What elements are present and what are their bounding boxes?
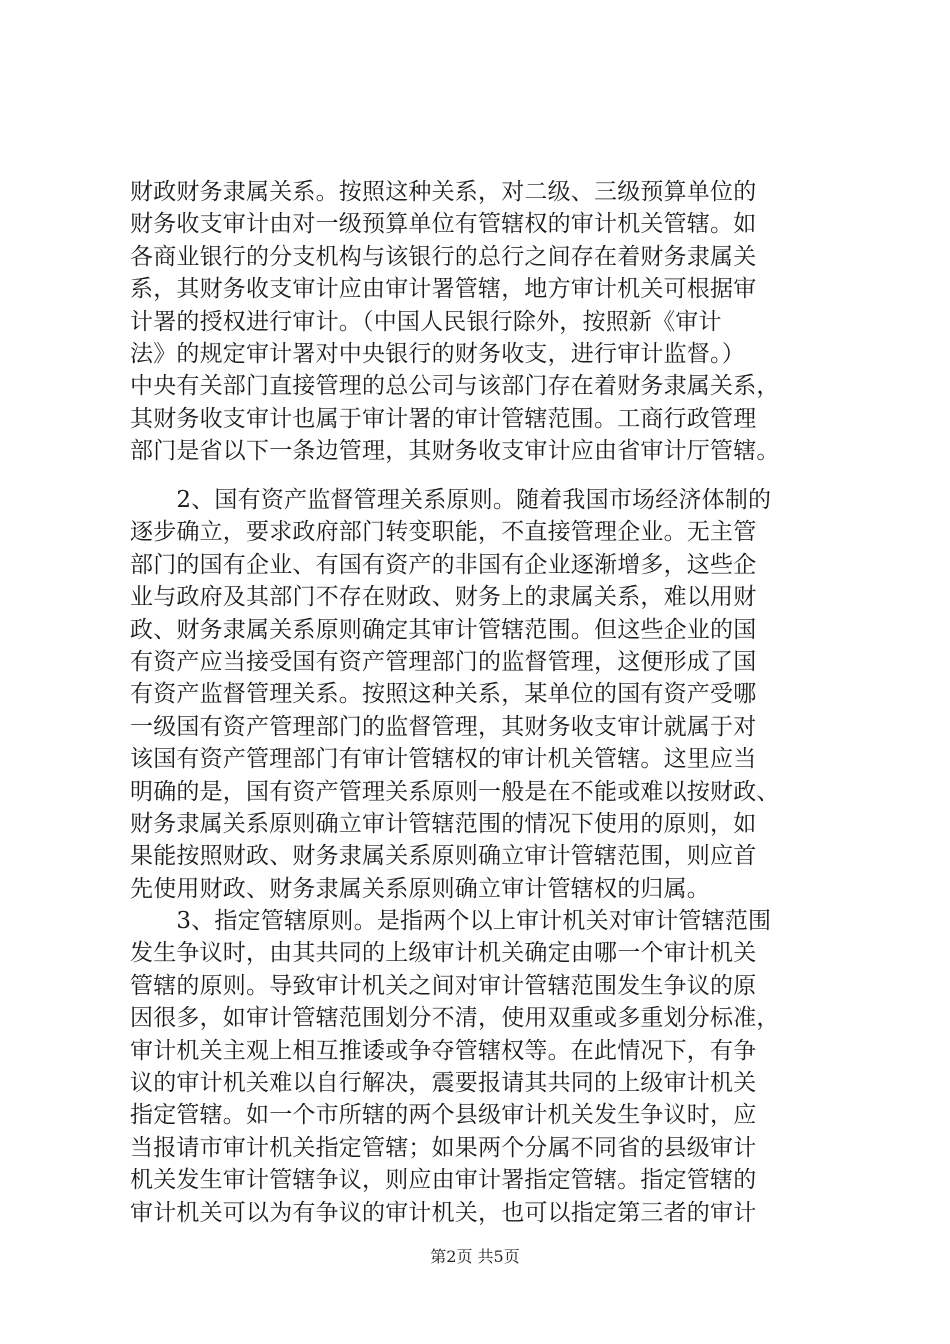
- text-line: 管辖的原则。导致审计机关之间对审计管辖范围发生争议的原: [130, 972, 757, 999]
- text-line: 审计机关主观上相互推诿或争夺管辖权等。在此情况下，有争: [130, 1037, 757, 1064]
- text-line: 该国有资产管理部门有审计管辖权的审计机关管辖。这里应当: [130, 746, 757, 773]
- text-line: 发生争议时，由其共同的上级审计机关确定由哪一个审计机关: [130, 940, 757, 967]
- text-line: 部门是省以下一条边管理，其财务收支审计应由省审计厅管辖。: [130, 438, 780, 465]
- text-line: 先使用财政、财务隶属关系原则确立审计管辖权的归属。: [130, 875, 710, 902]
- text-line: 有资产监督管理关系。按照这种关系，某单位的国有资产受哪: [130, 681, 757, 708]
- text-line: 部门的国有企业、有国有资产的非国有企业逐渐增多，这些企: [130, 551, 757, 578]
- text-line: 逐步确立，要求政府部门转变职能，不直接管理企业。无主管: [130, 519, 757, 546]
- text-line: 业与政府及其部门不存在财政、财务上的隶属关系，难以用财: [130, 584, 757, 611]
- text-line: 一级国有资产管理部门的监督管理，其财务收支审计就属于对: [130, 713, 757, 740]
- text-line: 3、指定管辖原则。是指两个以上审计机关对审计管辖范围: [130, 908, 772, 935]
- text-line: 明确的是，国有资产管理关系原则一般是在不能或难以按财政、: [130, 778, 780, 805]
- text-line: 计署的授权进行审计。（中国人民银行除外，按照新《审计: [130, 308, 722, 335]
- paragraphs-2-3: [130, 484, 830, 1229]
- text-line: 财务隶属关系原则确立审计管辖范围的情况下使用的原则，如: [130, 810, 757, 837]
- text-line: 议的审计机关难以自行解决，震要报请其共同的上级审计机关: [130, 1070, 757, 1097]
- text-line: 果能按照财政、财务隶属关系原则确立审计管辖范围，则应首: [130, 843, 757, 870]
- text-line: 法》的规定审计署对中央银行的财务收支，进行审计监督。）: [130, 340, 745, 367]
- text-line: 系，其财务收支审计应由审计署管辖，地方审计机关可根据审: [130, 276, 757, 303]
- text-line: 指定管辖。如一个市所辖的两个县级审计机关发生争议时，应: [130, 1102, 757, 1129]
- text-line: 其财务收支审计也属于审计署的审计管辖范围。工商行政管理: [130, 405, 757, 432]
- paragraph-2: [130, 484, 830, 905]
- text-line: 因很多，如审计管辖范围划分不清，使用双重或多重划分标准，: [130, 1005, 780, 1032]
- text-line: 中央有关部门直接管理的总公司与该部门存在着财务隶属关系，: [130, 373, 780, 400]
- text-line: 机关发生审计管辖争议，则应由审计署指定管辖。指定管辖的: [130, 1167, 757, 1194]
- text-line: 当报请市审计机关指定管辖；如果两个分属不同省的县级审计: [130, 1134, 757, 1161]
- text-line: 审计机关可以为有争议的审计机关，也可以指定第三者的审计: [130, 1199, 757, 1226]
- text-line: 有资产应当接受国有资产管理部门的监督管理，这便形成了国: [130, 648, 757, 675]
- paragraph-3: [130, 905, 830, 1229]
- page-indicator: 第2页 共5页: [430, 1247, 520, 1266]
- paragraph-1: [130, 176, 830, 468]
- text-line: 财政财务隶属关系。按照这种关系，对二级、三级预算单位的: [130, 179, 757, 205]
- text-line: 政、财务隶属关系原则确定其审计管辖范围。但这些企业的国: [130, 616, 757, 643]
- text-line: 各商业银行的分支机构与该银行的总行之间存在着财务隶属关: [130, 243, 757, 270]
- text-line: 2、国有资产监督管理关系原则。随着我国市场经济体制的: [130, 487, 772, 513]
- text-line: 财务收支审计由对一级预算单位有管辖权的审计机关管辖。如: [130, 211, 757, 238]
